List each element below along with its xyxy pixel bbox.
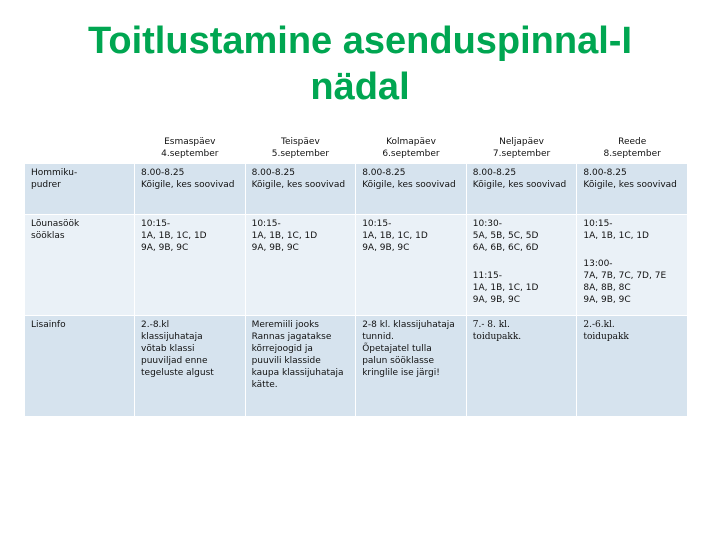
header-tuesday: Teispäev 5.september xyxy=(245,133,356,164)
corner-cell xyxy=(25,133,135,164)
breakfast-row xyxy=(25,164,688,215)
info-row xyxy=(25,316,688,417)
header-thursday: Neljapäev 7.september xyxy=(466,133,577,164)
table-cell: 2.-6.kl. toidupakk xyxy=(577,316,688,417)
row-label-info: Lisainfo xyxy=(25,316,135,417)
row-label-lunch: Lõunasöök sööklas xyxy=(25,215,135,316)
table-cell: Meremiili jooks Rannas jagatakse kõrrejoogid ja puuvili klasside kaupa klassijuhataja kätte. xyxy=(245,316,356,417)
page-title xyxy=(0,18,720,110)
header-wednesday: Kolmapäev 6.september xyxy=(356,133,467,164)
table-cell: 2-8 kl. klassijuhataja tunnid. Õpetajatel tulla palun sööklasse kringlile ise järgi! xyxy=(356,316,467,417)
table-cell: 10:15- 1A, 1B, 1C, 1D 9A, 9B, 9C xyxy=(135,215,246,316)
header-monday: Esmaspäev 4.september xyxy=(135,133,246,164)
table-cell: 7.- 8. kl. toidupakk. xyxy=(466,316,577,417)
table-cell: 8.00-8.25 Kõigile, kes soovivad xyxy=(466,164,577,215)
schedule-table xyxy=(24,132,688,417)
lunch-row xyxy=(25,215,688,316)
table-cell: 10:30- 5A, 5B, 5C, 5D 6A, 6B, 6C, 6D 11:15- 1A, 1B, 1C, 1D 9A, 9B, 9C xyxy=(466,215,577,316)
table-cell: 8.00-8.25 Kõigile, kes soovivad xyxy=(135,164,246,215)
title-line-1: Toitlustamine asenduspinnal-I xyxy=(87,20,633,62)
title-line-2: nädal xyxy=(310,66,410,108)
table-cell: 2.-8.kl klassijuhataja võtab klassi puuviljad enne tegeluste algust xyxy=(135,316,246,417)
header-row xyxy=(25,133,688,164)
table-cell: 8.00-8.25 Kõigile, kes soovivad xyxy=(356,164,467,215)
table-cell: 8.00-8.25 Kõigile, kes soovivad xyxy=(577,164,688,215)
row-label-breakfast: Hommiku- pudrer xyxy=(25,164,135,215)
table-cell: 10:15- 1A, 1B, 1C, 1D 9A, 9B, 9C xyxy=(356,215,467,316)
table-cell: 8.00-8.25 Kõigile, kes soovivad xyxy=(245,164,356,215)
table-cell: 10:15- 1A, 1B, 1C, 1D 13:00- 7A, 7B, 7C, 7D, 7E 8A, 8B, 8C 9A, 9B, 9C xyxy=(577,215,688,316)
table-cell: 10:15- 1A, 1B, 1C, 1D 9A, 9B, 9C xyxy=(245,215,356,316)
header-friday: Reede 8.september xyxy=(577,133,688,164)
